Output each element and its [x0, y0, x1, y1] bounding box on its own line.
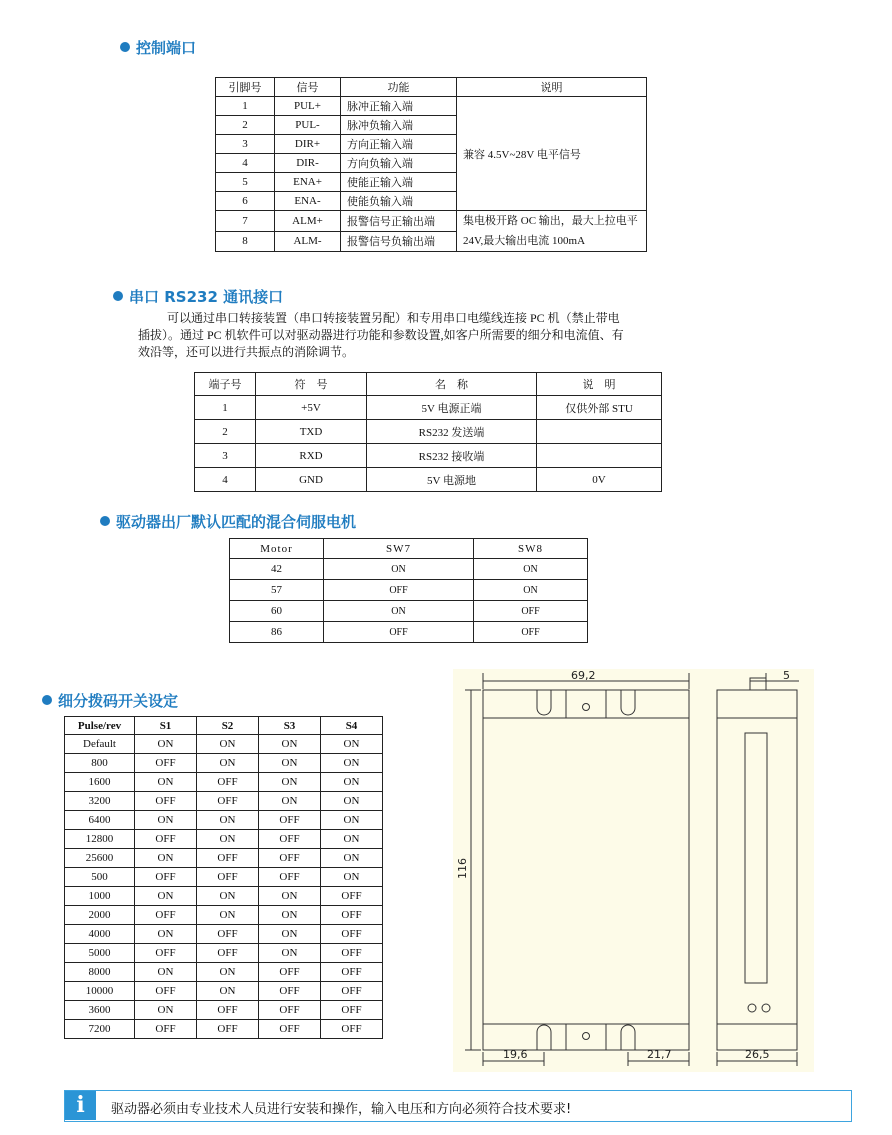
table-cell: 1600 [65, 773, 135, 792]
table-cell: 5V 电源正端 [367, 396, 537, 420]
table-cell: OFF [324, 580, 474, 601]
table-row [65, 1001, 383, 1020]
info-icon: i [65, 1091, 96, 1120]
dim-depth-label: 26,5 [745, 1048, 770, 1061]
table-cell: OFF [259, 1020, 321, 1039]
column-header: 引脚号 [216, 78, 275, 97]
table-cell: OFF [197, 773, 259, 792]
table-row [65, 735, 383, 754]
table-cell: OFF [135, 868, 197, 887]
safety-notice [64, 1090, 852, 1122]
table-cell: RS232 接收端 [367, 444, 537, 468]
table-cell: OFF [197, 868, 259, 887]
table-row [195, 444, 662, 468]
pin-number-cell: 7 [216, 211, 275, 232]
table-cell: 800 [65, 754, 135, 773]
table-cell: 500 [65, 868, 135, 887]
mount-slot [621, 1025, 635, 1050]
column-header: Motor [230, 539, 324, 559]
function-cell: 使能正输入端 [341, 173, 457, 192]
table-header-row [230, 539, 588, 559]
column-header: S3 [259, 717, 321, 735]
table-cell: OFF [324, 622, 474, 643]
section-heading-serial: 串口 RS232 通讯接口 [113, 286, 283, 307]
table-row [195, 396, 662, 420]
dim-left-label: 19,6 [503, 1048, 528, 1061]
notice-text: 驱动器必须由专业技术人员进行安装和操作，输入电压和方向必须符合技术要求! [111, 1102, 572, 1117]
table-cell: 3600 [65, 1001, 135, 1020]
signal-cell: ALM- [275, 231, 341, 252]
dim-height-label: 116 [456, 858, 469, 879]
mount-slot [621, 690, 635, 715]
table-cell: OFF [197, 792, 259, 811]
table-cell: OFF [197, 849, 259, 868]
column-header: 名 称 [367, 373, 537, 396]
table-row [65, 982, 383, 1001]
dimension-drawing-svg [453, 669, 814, 1072]
table-cell: OFF [197, 1020, 259, 1039]
side-view-outline [717, 690, 797, 1050]
table-row [195, 420, 662, 444]
table-cell: OFF [321, 925, 383, 944]
table-cell: OFF [474, 601, 588, 622]
table-cell: ON [321, 868, 383, 887]
function-cell: 脉冲负输入端 [341, 116, 457, 135]
function-cell: 使能负输入端 [341, 192, 457, 211]
pin-number-cell: 1 [216, 97, 275, 116]
table-row [216, 211, 647, 232]
table-row [230, 559, 588, 580]
column-header: 说 明 [537, 373, 662, 396]
table-cell: 86 [230, 622, 324, 643]
table-cell: 42 [230, 559, 324, 580]
mount-slot [537, 690, 551, 715]
bullet-icon [100, 516, 110, 526]
table-row [195, 468, 662, 492]
table-cell: 仅供外部 STU [537, 396, 662, 420]
table-row [230, 601, 588, 622]
table-row [65, 811, 383, 830]
table-cell: ON [259, 773, 321, 792]
control-port-table [215, 77, 647, 252]
table-cell: OFF [135, 982, 197, 1001]
table-cell: OFF [135, 906, 197, 925]
table-cell: 3200 [65, 792, 135, 811]
function-cell: 方向正输入端 [341, 135, 457, 154]
table-cell: OFF [197, 925, 259, 944]
table-row [65, 906, 383, 925]
table-row [230, 622, 588, 643]
description-cell: 兼容 4.5V~28V 电平信号 [457, 97, 647, 211]
table-cell: ON [321, 735, 383, 754]
table-cell: ON [135, 811, 197, 830]
section-heading-motor: 驱动器出厂默认匹配的混合伺服电机 [100, 511, 356, 532]
table-cell: ON [321, 792, 383, 811]
description-cell: 集电极开路 OC 输出，最大上拉电平 24V,最大输出电流 100mA [457, 211, 647, 252]
column-header: S2 [197, 717, 259, 735]
table-cell: OFF [259, 830, 321, 849]
table-cell: 10000 [65, 982, 135, 1001]
table-cell: ON [197, 982, 259, 1001]
table-cell: 7200 [65, 1020, 135, 1039]
table-cell: ON [259, 887, 321, 906]
table-cell: OFF [259, 868, 321, 887]
signal-cell: ENA+ [275, 173, 341, 192]
table-header-row [195, 373, 662, 396]
function-cell: 脉冲正输入端 [341, 97, 457, 116]
table-row [65, 963, 383, 982]
table-cell [537, 444, 662, 468]
table-cell: OFF [474, 622, 588, 643]
table-cell: 1000 [65, 887, 135, 906]
table-cell: OFF [197, 1001, 259, 1020]
column-header: 符 号 [256, 373, 367, 396]
pin-number-cell: 5 [216, 173, 275, 192]
column-header: 信号 [275, 78, 341, 97]
table-cell: OFF [259, 1001, 321, 1020]
table-cell: OFF [135, 830, 197, 849]
table-cell: ON [259, 754, 321, 773]
table-cell: ON [135, 1001, 197, 1020]
table-cell: Default [65, 735, 135, 754]
mount-hole [583, 1033, 590, 1040]
column-header: S4 [321, 717, 383, 735]
serial-description: 可以通过串口转接装置（串口转接装置另配）和专用串口电缆线连接 PC 机（禁止带电 插拔）。通过 PC 机软件可以对驱动器进行功能和参数设置,如客户所需要的细分和电流值、有 效沿等，还可以进行共振点的消除调节。 [138, 311, 624, 359]
table-cell: ON [135, 773, 197, 792]
table-cell: ON [474, 559, 588, 580]
pin-number-cell: 2 [216, 116, 275, 135]
table-cell: OFF [321, 1001, 383, 1020]
table-cell: ON [197, 735, 259, 754]
table-cell: 6400 [65, 811, 135, 830]
table-cell: ON [324, 601, 474, 622]
table-row [65, 792, 383, 811]
connector-hole [762, 1004, 770, 1012]
table-cell: +5V [256, 396, 367, 420]
signal-cell: DIR- [275, 154, 341, 173]
table-cell: 8000 [65, 963, 135, 982]
table-cell: OFF [259, 811, 321, 830]
dimension-drawing [453, 669, 814, 1072]
table-cell: OFF [321, 906, 383, 925]
section-heading-microstep: 细分拨码开关设定 [42, 690, 178, 711]
table-cell: OFF [321, 963, 383, 982]
table-cell: 25600 [65, 849, 135, 868]
column-header: Pulse/rev [65, 717, 135, 735]
table-cell: ON [321, 830, 383, 849]
table-cell: 2 [195, 420, 256, 444]
table-cell: OFF [135, 792, 197, 811]
table-cell: OFF [321, 982, 383, 1001]
table-cell: ON [259, 925, 321, 944]
table-cell: 0V [537, 468, 662, 492]
table-cell: 57 [230, 580, 324, 601]
bullet-icon [120, 42, 130, 52]
table-cell: ON [259, 792, 321, 811]
table-cell: 4 [195, 468, 256, 492]
table-cell: ON [321, 811, 383, 830]
signal-cell: DIR+ [275, 135, 341, 154]
table-cell: 2000 [65, 906, 135, 925]
column-header: SW7 [324, 539, 474, 559]
table-cell: 1 [195, 396, 256, 420]
column-header: SW8 [474, 539, 588, 559]
table-cell: OFF [321, 944, 383, 963]
dim-width-label: 69,2 [571, 669, 596, 682]
signal-cell: PUL+ [275, 97, 341, 116]
table-row [65, 925, 383, 944]
table-cell: ON [197, 754, 259, 773]
table-cell: ON [197, 906, 259, 925]
table-cell: OFF [135, 754, 197, 773]
table-row [65, 830, 383, 849]
table-row [65, 887, 383, 906]
column-header: S1 [135, 717, 197, 735]
table-cell: OFF [259, 963, 321, 982]
table-cell: GND [256, 468, 367, 492]
table-cell: ON [197, 963, 259, 982]
mount-slot [537, 1025, 551, 1050]
function-cell: 报警信号负输出端 [341, 231, 457, 252]
table-cell: 5000 [65, 944, 135, 963]
table-cell: ON [135, 963, 197, 982]
table-cell: 12800 [65, 830, 135, 849]
mount-hole [583, 704, 590, 711]
table-cell: 5V 电源地 [367, 468, 537, 492]
table-cell: ON [321, 773, 383, 792]
pin-number-cell: 3 [216, 135, 275, 154]
dim-right-label: 21,7 [647, 1048, 672, 1061]
table-cell: OFF [321, 1020, 383, 1039]
bullet-icon [113, 291, 123, 301]
table-cell: OFF [259, 982, 321, 1001]
heatsink-slot [745, 733, 767, 983]
function-cell: 方向负输入端 [341, 154, 457, 173]
table-cell: ON [474, 580, 588, 601]
dim-tab-label: 5 [783, 669, 790, 682]
table-cell: RS232 发送端 [367, 420, 537, 444]
microstep-table [64, 716, 383, 1039]
table-cell: 3 [195, 444, 256, 468]
pin-number-cell: 6 [216, 192, 275, 211]
table-header-row [216, 78, 647, 97]
pin-number-cell: 8 [216, 231, 275, 252]
table-row [65, 754, 383, 773]
table-cell: 60 [230, 601, 324, 622]
table-cell: ON [135, 887, 197, 906]
serial-port-table [194, 372, 662, 492]
table-row [65, 849, 383, 868]
table-cell: ON [135, 735, 197, 754]
section-heading-control: 控制端口 [120, 37, 196, 58]
connector-hole [748, 1004, 756, 1012]
table-cell: 4000 [65, 925, 135, 944]
signal-cell: ENA- [275, 192, 341, 211]
table-cell: ON [321, 754, 383, 773]
table-cell [537, 420, 662, 444]
bullet-icon [42, 695, 52, 705]
table-cell: OFF [197, 944, 259, 963]
table-cell: ON [259, 735, 321, 754]
table-cell: TXD [256, 420, 367, 444]
column-header: 功能 [341, 78, 457, 97]
signal-cell: ALM+ [275, 211, 341, 232]
table-row [65, 773, 383, 792]
table-cell: ON [135, 925, 197, 944]
table-cell: ON [197, 887, 259, 906]
front-view-outline [483, 690, 689, 1050]
table-cell: RXD [256, 444, 367, 468]
table-cell: ON [197, 811, 259, 830]
table-row [65, 1020, 383, 1039]
table-cell: OFF [135, 944, 197, 963]
table-cell: ON [197, 830, 259, 849]
motor-table [229, 538, 588, 643]
function-cell: 报警信号正输出端 [341, 211, 457, 232]
table-row [65, 944, 383, 963]
table-row [216, 97, 647, 116]
table-cell: OFF [259, 849, 321, 868]
column-header: 说明 [457, 78, 647, 97]
pin-number-cell: 4 [216, 154, 275, 173]
signal-cell: PUL- [275, 116, 341, 135]
table-cell: ON [324, 559, 474, 580]
table-cell: OFF [135, 1020, 197, 1039]
table-row [65, 868, 383, 887]
table-header-row [65, 717, 383, 735]
column-header: 端子号 [195, 373, 256, 396]
table-cell: ON [135, 849, 197, 868]
table-cell: ON [321, 849, 383, 868]
table-cell: OFF [321, 887, 383, 906]
table-cell: ON [259, 944, 321, 963]
table-row [230, 580, 588, 601]
table-cell: ON [259, 906, 321, 925]
